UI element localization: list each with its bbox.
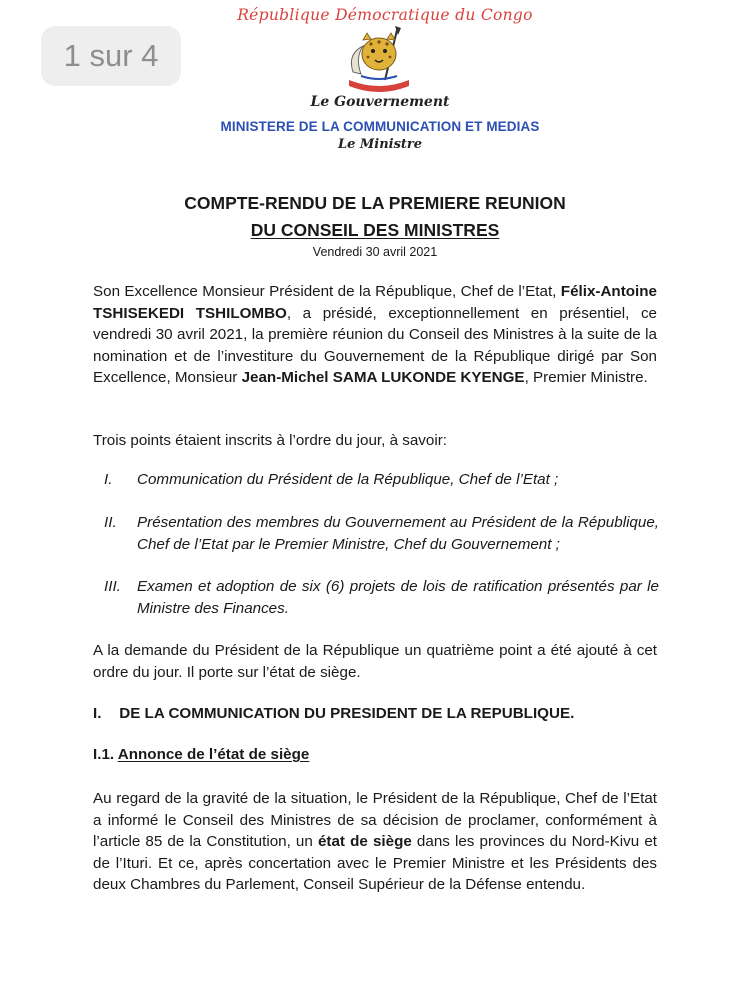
state-of-siege-paragraph [93,788,657,896]
document-title-line1: COMPTE-RENDU DE LA PREMIERE REUNION [184,193,566,213]
prime-minister-name: Jean-Michel SAMA LUKONDE KYENGE [241,369,525,386]
document-date: Vendredi 30 avril 2021 [312,245,438,259]
intro-text-e: , Premier Ministre. [524,369,648,386]
president-name: Félix-Antoine TSHISEKEDI TSHILOMBO [93,283,657,322]
page-indicator-badge: 1 sur 4 [41,26,181,86]
list-item-number: I. [104,471,113,488]
fourth-point-paragraph: A la demande du Président de la République un quatrième point a été ajouté à cet ordre du jour. Il porte sur l’état de siège. [93,642,657,681]
ministry-heading: MINISTERE DE LA COMMUNICATION ET MEDIAS [220,119,540,134]
minister-heading: Le Ministre [337,137,423,152]
subsection-number: I.1. [93,746,115,763]
list-item-number: III. [104,578,121,595]
list-item-text: Examen et adoption de six (6) projets de lois de ratification présentés par le Ministre des Finances. [137,578,659,617]
section-heading [93,705,574,722]
list-item-text: Communication du Président de la République, Chef de l’Etat ; [137,471,559,488]
republic-heading: République Démocratique du Congo [237,6,533,24]
list-item-text: Présentation des membres du Gouvernement au Président de la République, Chef de l’Etat par le Premier Ministre, Chef du Gouvernement ; [137,514,659,553]
document-title-line2 [0,220,750,241]
agenda-intro: Trois points étaient inscrits à l’ordre du jour, à savoir: [93,432,447,449]
list-item-number: II. [104,514,117,531]
section-title: DE LA COMMUNICATION DU PRESIDENT DE LA REPUBLIQUE. [119,705,575,722]
government-heading: Le Gouvernement [310,94,450,110]
body-text-c: dans les provinces du Nord-Kivu et de l’Ituri. Et ce, après concertation avec le Premier Ministre et les Présidents des deux Chambres du Parlement, Conseil Supérieur de la Défense entendu. [93,833,657,893]
intro-text-a: Son Excellence Monsieur Président de la République, Chef de l’Etat, [93,283,561,300]
state-of-siege-term: état de siège [317,833,412,850]
body-text-a: Au regard de la gravité de la situation, le Président de la République, Chef de l’Etat a informé le Conseil des Ministres de sa décision de proclamer, conformément à l’article 85 de la Constitution, un [93,790,657,850]
document-title-line2-text: DU CONSEIL DES MINISTRES [250,220,500,240]
subsection-heading [93,746,309,763]
intro-text-c: , a présidé, exceptionnellement en présentiel, ce vendredi 30 avril 2021, la première réunion du Conseil des Ministres à la suite de la nomination et de l’investiture du Gouvernement de la République dirigé par Son Excellence, Monsieur [93,304,657,386]
coat-of-arms-icon [339,24,419,98]
section-number: I. [93,705,102,722]
intro-paragraph [93,281,657,389]
subsection-title: Annonce de l’état de siège [117,746,310,763]
